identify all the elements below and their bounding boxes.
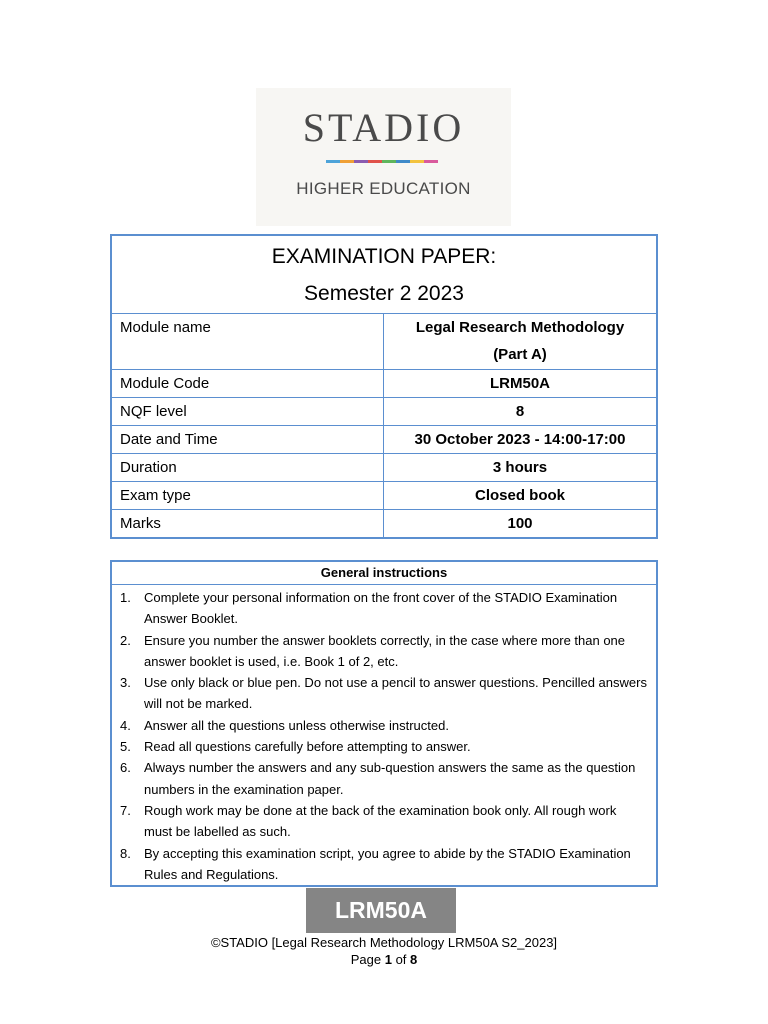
row-value: 100 — [384, 509, 657, 537]
item-number: 8. — [120, 845, 131, 861]
page-total: 8 — [410, 952, 418, 967]
row-value: LRM50A — [384, 369, 657, 397]
row-label: Module Code — [112, 369, 384, 397]
exam-semester: Semester 2 2023 — [304, 282, 464, 305]
stripe-segment — [354, 160, 368, 163]
item-text: Always number the answers and any sub-question answers the same as the question numbers in the examination paper. — [144, 760, 636, 797]
logo-color-stripe — [326, 160, 438, 163]
row-label: Date and Time — [112, 425, 384, 453]
list-item — [120, 715, 648, 736]
item-number: 6. — [120, 760, 131, 776]
item-text: Read all questions carefully before attempting to answer. — [144, 739, 471, 755]
row-label: NQF level — [112, 397, 384, 425]
instructions-box — [110, 560, 658, 887]
item-number: 3. — [120, 675, 131, 691]
row-value: 8 — [384, 397, 657, 425]
item-text: Rough work may be done at the back of the examination book only. All rough work must be labelled as such. — [144, 802, 617, 840]
list-item — [120, 630, 648, 673]
item-text: Answer all the questions unless otherwise instructed. — [144, 717, 449, 733]
list-item — [120, 757, 648, 800]
page-of: of — [395, 952, 407, 967]
item-text: Use only black or blue pen. Do not use a pencil to answer questions. Pencilled answers will not be marked. — [144, 675, 647, 712]
page-number — [0, 951, 768, 968]
list-item — [120, 843, 648, 886]
table-row — [112, 509, 656, 537]
exam-header — [112, 236, 656, 314]
table-row — [112, 397, 656, 425]
stripe-segment — [382, 160, 396, 163]
stripe-segment — [410, 160, 424, 163]
row-label: Marks — [112, 509, 384, 537]
row-label: Module name — [112, 314, 384, 369]
stripe-segment — [368, 160, 382, 163]
page-current: 1 — [384, 952, 392, 967]
page-footer — [0, 934, 768, 968]
row-value: 3 hours — [384, 453, 657, 481]
list-item — [120, 736, 648, 757]
table-row — [112, 314, 656, 369]
stripe-segment — [396, 160, 410, 163]
item-text: By accepting this examination script, you agree to abide by the STADIO Examination Rules and Regulations. — [144, 845, 631, 882]
exam-info-table — [112, 314, 656, 537]
module-code-badge: LRM50A — [306, 888, 456, 933]
table-row — [112, 453, 656, 481]
item-number: 5. — [120, 739, 131, 755]
item-text: Complete your personal information on the front cover of the STADIO Examination Answer Booklet. — [144, 590, 618, 627]
item-number: 2. — [120, 632, 131, 648]
logo-wordmark: STADIO — [302, 105, 465, 150]
list-item — [120, 800, 648, 843]
exam-info-box — [110, 234, 658, 539]
table-row — [112, 425, 656, 453]
module-name-line1: Legal Research Methodology — [415, 319, 625, 336]
list-item — [120, 672, 648, 715]
instructions-list — [112, 585, 656, 885]
row-value: Closed book — [384, 481, 657, 509]
stripe-segment — [340, 160, 354, 163]
item-number: 4. — [120, 717, 131, 733]
exam-title: EXAMINATION PAPER: — [271, 245, 497, 268]
stripe-segment — [424, 160, 438, 163]
logo-subtitle: HIGHER EDUCATION — [296, 179, 471, 198]
table-row — [112, 481, 656, 509]
item-text: Ensure you number the answer booklets correctly, in the case where more than one answer booklet is used, i.e. Book 1 of 2, etc. — [144, 632, 626, 669]
instructions-title: General instructions — [112, 562, 656, 585]
copyright-line: ©STADIO [Legal Research Methodology LRM50A S2_2023] — [210, 935, 558, 950]
module-name-line2: (Part A) — [493, 346, 547, 363]
item-number: 1. — [120, 590, 131, 605]
page-word: Page — [350, 952, 382, 967]
row-value — [384, 314, 657, 369]
row-label: Duration — [112, 453, 384, 481]
row-value: 30 October 2023 - 14:00-17:00 — [384, 425, 657, 453]
row-label: Exam type — [112, 481, 384, 509]
item-number: 7. — [120, 802, 131, 818]
table-row — [112, 369, 656, 397]
stripe-segment — [326, 160, 340, 163]
stadio-logo — [256, 88, 511, 226]
list-item — [120, 587, 648, 630]
